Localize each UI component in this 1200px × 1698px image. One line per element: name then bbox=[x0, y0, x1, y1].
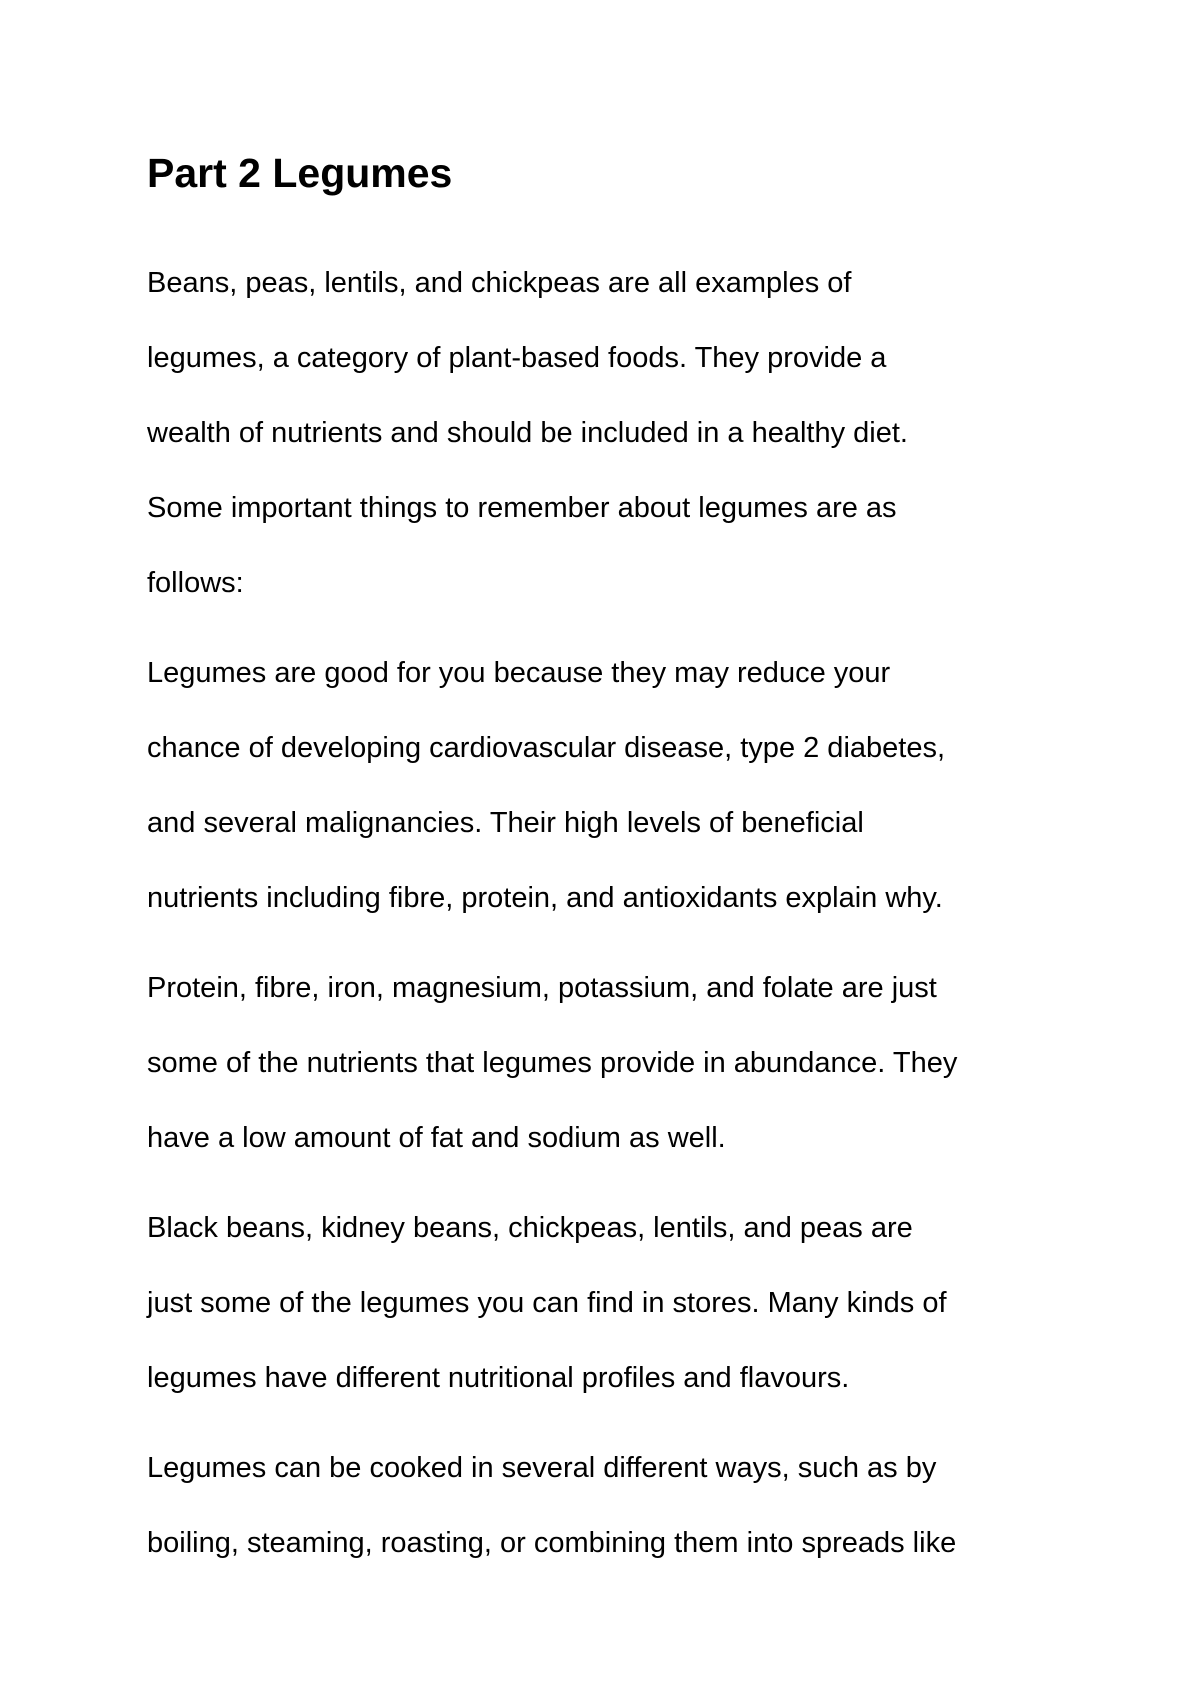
paragraph-line: chance of developing cardiovascular disease, type 2 diabetes, bbox=[147, 732, 946, 764]
paragraph-line: Black beans, kidney beans, chickpeas, lentils, and peas are bbox=[147, 1212, 913, 1244]
paragraph-line: legumes have different nutritional profiles and flavours. bbox=[147, 1362, 850, 1394]
paragraph-line: Beans, peas, lentils, and chickpeas are all examples of bbox=[147, 267, 852, 299]
paragraph-line: follows: bbox=[147, 567, 244, 599]
paragraph-line: legumes, a category of plant-based foods. They provide a bbox=[147, 342, 887, 374]
paragraph-line: Some important things to remember about legumes are as bbox=[147, 492, 897, 524]
paragraph-line: boiling, steaming, roasting, or combining them into spreads like bbox=[147, 1527, 957, 1559]
paragraph-line: and several malignancies. Their high levels of beneficial bbox=[147, 807, 864, 839]
paragraph-line: wealth of nutrients and should be included in a healthy diet. bbox=[147, 417, 908, 449]
paragraph-line: have a low amount of fat and sodium as well. bbox=[147, 1122, 726, 1154]
paragraph-line: just some of the legumes you can find in stores. Many kinds of bbox=[147, 1287, 947, 1319]
paragraph-line: Protein, fibre, iron, magnesium, potassium, and folate are just bbox=[147, 972, 937, 1004]
paragraph-line: Legumes are good for you because they may reduce your bbox=[147, 657, 891, 689]
paragraph-line: nutrients including fibre, protein, and antioxidants explain why. bbox=[147, 882, 943, 914]
document-heading: Part 2 Legumes bbox=[147, 150, 453, 196]
paragraph-line: Legumes can be cooked in several different ways, such as by bbox=[147, 1452, 937, 1484]
paragraph-line: some of the nutrients that legumes provide in abundance. They bbox=[147, 1047, 958, 1079]
